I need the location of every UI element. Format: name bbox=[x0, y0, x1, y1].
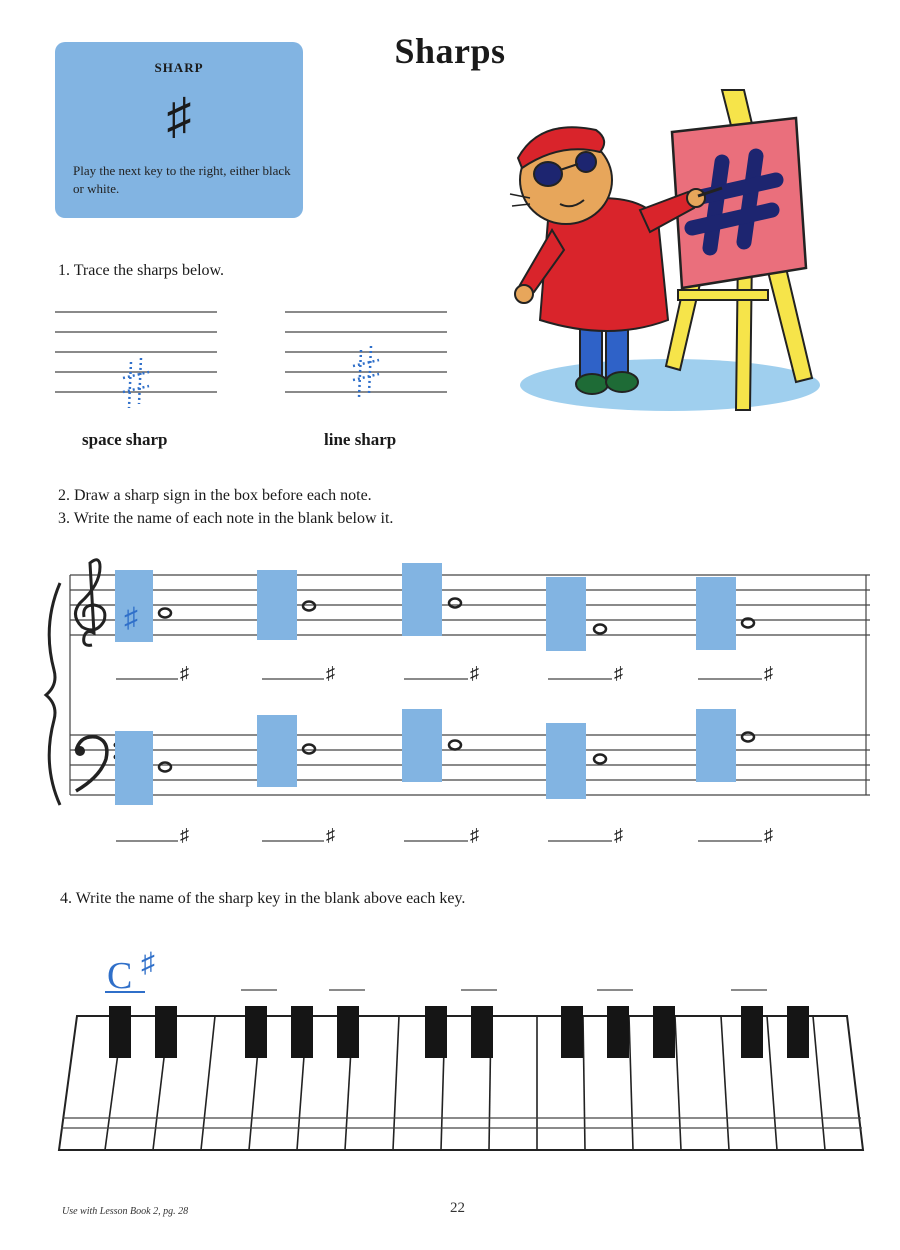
exercise1-instruction: 1. Trace the sharps below. bbox=[58, 262, 225, 279]
treble-clef-icon bbox=[75, 560, 104, 646]
example-sharp: ♯ bbox=[124, 603, 138, 634]
grand-staff bbox=[40, 555, 880, 855]
answer-sharp-5: ♯ bbox=[764, 663, 773, 683]
answer-sharp-6: ♯ bbox=[180, 825, 189, 845]
answer-sharp-3: ♯ bbox=[470, 663, 479, 683]
answer-sharp-1: ♯ bbox=[180, 663, 189, 683]
example-answer-sharp: ♯ bbox=[141, 948, 155, 979]
brace bbox=[46, 583, 60, 805]
answer-sharp-9: ♯ bbox=[614, 825, 623, 845]
answer-sharp-8: ♯ bbox=[470, 825, 479, 845]
card-description: Play the next key to the right, either black or white. bbox=[73, 163, 291, 196]
exercise3-instruction: 3. Write the name of each note in the blank below it. bbox=[58, 510, 394, 527]
exercise4-instruction: 4. Write the name of the sharp key in the blank above each key. bbox=[60, 890, 466, 907]
line-sharp-label: line sharp bbox=[324, 430, 397, 449]
answer-sharp-4: ♯ bbox=[614, 663, 623, 683]
answer-sharp-10: ♯ bbox=[764, 825, 773, 845]
example-answer-letter: C bbox=[107, 955, 133, 997]
sharp-info-card bbox=[55, 42, 303, 218]
piano-keyboard bbox=[55, 940, 870, 1155]
footer-note: Use with Lesson Book 2, pg. 28 bbox=[62, 1206, 189, 1217]
page-title: Sharps bbox=[394, 31, 506, 71]
tracing-staves bbox=[55, 300, 455, 410]
cat-painter-illustration bbox=[500, 80, 830, 420]
sharp-symbol: ♯ bbox=[166, 88, 192, 144]
bass-clef-icon bbox=[75, 737, 119, 791]
exercise2-instruction: 2. Draw a sharp sign in the box before each note. bbox=[58, 487, 372, 504]
page-number: 22 bbox=[450, 1200, 465, 1216]
answer-sharp-2: ♯ bbox=[326, 663, 335, 683]
answer-sharp-7: ♯ bbox=[326, 825, 335, 845]
card-heading: SHARP bbox=[154, 60, 204, 75]
space-sharp-label: space sharp bbox=[82, 430, 168, 449]
